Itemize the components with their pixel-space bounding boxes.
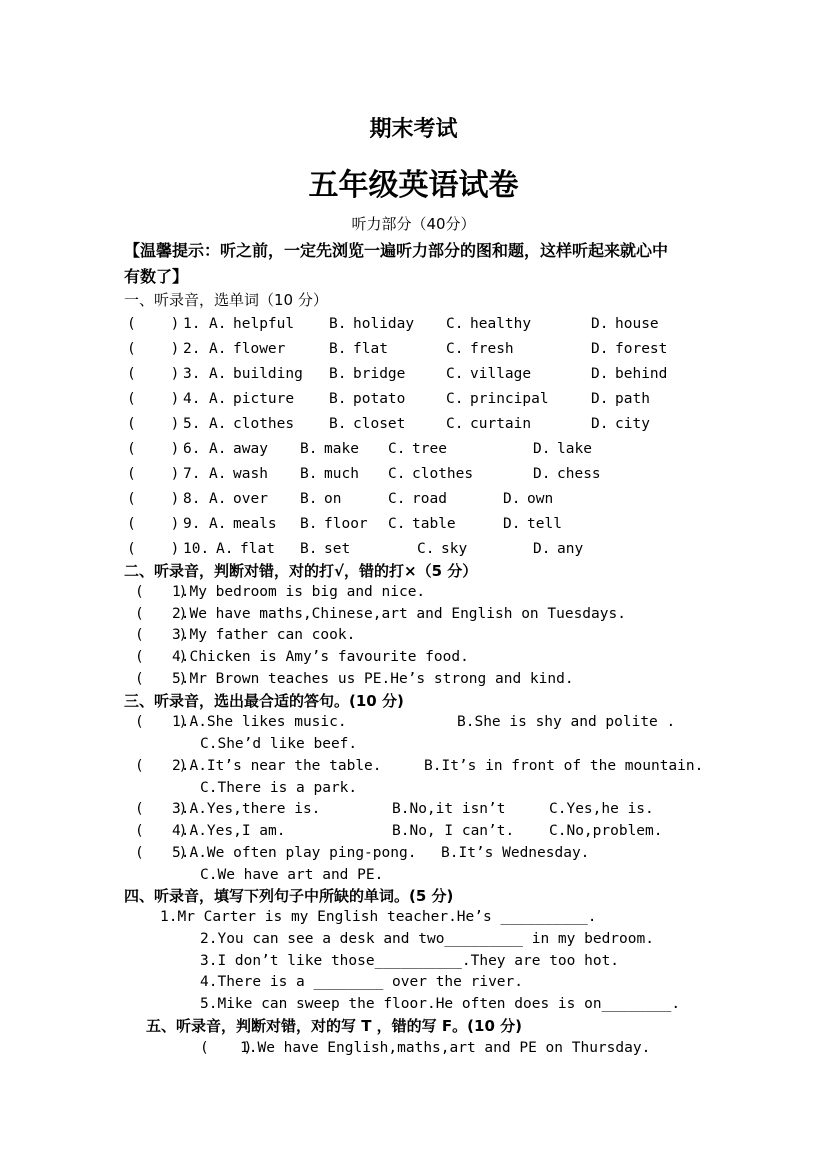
answer-bracket: ( ): [127, 516, 180, 532]
option-d: forest: [615, 341, 668, 357]
section2-item: 5.Mr Brown teaches us PE.He’s strong and kind.: [172, 670, 574, 687]
option-d: city: [615, 416, 650, 432]
q3-2-option-a: 2.A.It’s near the table.: [172, 758, 382, 774]
option-letter-a: A.: [209, 491, 227, 507]
section1-heading: 一、听录音，选单词（10 分）: [124, 291, 328, 309]
option-a: meals: [233, 516, 277, 532]
option-a: building: [233, 366, 303, 382]
option-letter-b: B.: [300, 441, 318, 457]
q3-5-option-b: B.It’s Wednesday.: [441, 845, 590, 861]
option-d: path: [615, 391, 650, 407]
option-letter-d: D.: [533, 541, 551, 557]
option-c: sky: [441, 541, 468, 557]
option-letter-d: D.: [591, 366, 609, 382]
answer-bracket: ( ): [135, 758, 188, 774]
question-number: 3.: [183, 366, 201, 382]
tip-line-2: 有数了】: [124, 267, 189, 286]
option-d: tell: [527, 516, 562, 532]
exam-title: 期末考试: [369, 117, 458, 142]
option-c: clothes: [412, 466, 474, 482]
option-letter-c: C.: [446, 341, 464, 357]
section2-item: 2.We have maths,Chinese,art and English on Tuesdays.: [172, 605, 626, 622]
option-letter-a: A.: [209, 516, 227, 532]
option-b: closet: [353, 416, 406, 432]
fill-in-sentence: 1.Mr Carter is my English teacher.He’s __________.: [160, 909, 597, 925]
question-number: 4.: [183, 391, 201, 407]
q3-4-option-a: 4.A.Yes,I am.: [172, 823, 286, 839]
exam-subtitle: 五年级英语试卷: [308, 168, 519, 203]
answer-bracket: ( ): [135, 649, 188, 666]
q3-1-option-c: C.She’d like beef.: [200, 736, 358, 752]
answer-bracket: ( ): [127, 466, 180, 482]
option-c: road: [412, 491, 447, 507]
answer-bracket: ( ): [127, 341, 180, 357]
option-letter-b: B.: [329, 391, 347, 407]
option-a: away: [233, 441, 268, 457]
section2-item: 3.My father can cook.: [172, 627, 356, 644]
answer-bracket: ( ): [135, 714, 188, 730]
question-number: 6.: [183, 441, 201, 457]
option-c: curtain: [470, 416, 532, 432]
q3-1-option-a: 1.A.She likes music.: [172, 714, 347, 730]
q3-4-option-c: C.No,problem.: [549, 823, 663, 839]
option-a: wash: [233, 466, 268, 482]
option-b: floor: [324, 516, 368, 532]
option-letter-b: B.: [300, 516, 318, 532]
section5-item: 1.We have English,maths,art and PE on Thursday.: [240, 1040, 651, 1056]
tip-line-1: 【温馨提示：听之前，一定先浏览一遍听力部分的图和题，这样听起来就心中: [124, 241, 669, 260]
answer-bracket: ( ): [135, 605, 188, 622]
question-number: 8.: [183, 491, 201, 507]
question-number: 2.: [183, 341, 201, 357]
option-b: bridge: [353, 366, 406, 382]
q3-5-option-a: 5.A.We often play ping-pong.: [172, 845, 417, 861]
option-a: over: [233, 491, 268, 507]
option-letter-a: A.: [209, 466, 227, 482]
option-b: set: [324, 541, 351, 557]
section4-heading: 四、听录音，填写下列句子中所缺的单词。(5 分): [124, 887, 454, 905]
q3-3-option-a: 3.A.Yes,there is.: [172, 801, 321, 817]
fill-in-sentence: 2.You can see a desk and two_________ in my bedroom.: [200, 930, 654, 947]
option-d: any: [557, 541, 584, 557]
option-d: behind: [615, 366, 668, 382]
q3-3-option-b: B.No,it isn’t: [392, 801, 506, 817]
option-d: own: [527, 491, 554, 507]
option-letter-d: D.: [533, 441, 551, 457]
question-number: 9.: [183, 516, 201, 532]
option-a: flat: [240, 541, 275, 557]
answer-bracket: ( ): [127, 391, 180, 407]
option-letter-c: C.: [446, 391, 464, 407]
option-letter-c: C.: [388, 491, 406, 507]
option-letter-c: C.: [388, 441, 406, 457]
answer-bracket: ( ): [127, 366, 180, 382]
q3-2-option-c: C.There is a park.: [200, 780, 358, 796]
option-letter-c: C.: [446, 416, 464, 432]
question-number: 10.: [183, 541, 210, 557]
answer-bracket: ( ): [127, 416, 180, 432]
answer-bracket: ( ): [127, 441, 180, 457]
section5-heading: 五、听录音，判断对错，对的写 T ，错的写 F。(10 分): [146, 1017, 522, 1035]
option-c: table: [412, 516, 456, 532]
option-b: make: [324, 441, 359, 457]
option-letter-a: A.: [209, 416, 227, 432]
q3-3-option-c: C.Yes,he is.: [549, 801, 654, 817]
option-c: principal: [470, 391, 549, 407]
option-b: holiday: [353, 316, 415, 332]
option-letter-c: C.: [417, 541, 435, 557]
option-a: clothes: [233, 416, 295, 432]
option-letter-c: C.: [388, 466, 406, 482]
option-c: fresh: [470, 341, 514, 357]
option-letter-a: A.: [209, 391, 227, 407]
fill-in-sentence: 3.I don’t like those__________.They are too hot.: [200, 952, 620, 969]
option-letter-b: B.: [329, 341, 347, 357]
answer-bracket: ( ): [135, 801, 188, 817]
option-letter-b: B.: [329, 366, 347, 382]
option-letter-a: A.: [209, 366, 227, 382]
option-letter-b: B.: [300, 466, 318, 482]
answer-bracket: ( ): [135, 670, 188, 687]
answer-bracket: ( ): [135, 845, 188, 861]
answer-bracket: ( ): [135, 584, 188, 600]
option-letter-b: B.: [300, 541, 318, 557]
section2-item: 1.My bedroom is big and nice.: [172, 584, 426, 600]
option-letter-c: C.: [446, 316, 464, 332]
option-letter-a: A.: [216, 541, 234, 557]
option-letter-b: B.: [329, 416, 347, 432]
option-letter-d: D.: [503, 491, 521, 507]
section3-heading: 三、听录音，选出最合适的答句。(10 分): [124, 692, 404, 710]
option-a: flower: [233, 341, 286, 357]
option-letter-a: A.: [209, 441, 227, 457]
answer-bracket: ( ): [135, 627, 188, 644]
option-b: on: [324, 491, 342, 507]
option-b: potato: [353, 391, 406, 407]
answer-bracket: ( ): [200, 1040, 253, 1056]
q3-1-option-b: B.She is shy and polite .: [457, 714, 676, 730]
answer-bracket: ( ): [127, 541, 180, 557]
option-letter-b: B.: [329, 316, 347, 332]
option-letter-d: D.: [591, 316, 609, 332]
fill-in-sentence: 4.There is a ________ over the river.: [200, 974, 524, 991]
q3-5-option-c: C.We have art and PE.: [200, 867, 384, 883]
option-letter-d: D.: [591, 391, 609, 407]
question-number: 1.: [183, 316, 201, 332]
option-letter-c: C.: [446, 366, 464, 382]
option-letter-b: B.: [300, 491, 318, 507]
section2-heading: 二、听录音，判断对错，对的打√，错的打×（5 分）: [124, 562, 478, 580]
option-c: healthy: [470, 316, 532, 332]
part-label: 听力部分（40分）: [351, 215, 476, 233]
option-letter-d: D.: [533, 466, 551, 482]
option-d: lake: [557, 441, 592, 457]
section2-item: 4.Chicken is Amy’s favourite food.: [172, 649, 469, 666]
option-a: picture: [233, 391, 295, 407]
option-letter-a: A.: [209, 316, 227, 332]
q3-2-option-b: B.It’s in front of the mountain.: [424, 758, 704, 774]
fill-in-sentence: 5.Mike can sweep the floor.He often does is on________.: [200, 996, 681, 1013]
option-d: house: [615, 316, 659, 332]
option-letter-d: D.: [591, 416, 609, 432]
option-c: village: [470, 366, 532, 382]
answer-bracket: ( ): [127, 491, 180, 507]
q3-4-option-b: B.No, I can’t.: [392, 823, 515, 839]
option-a: helpful: [233, 316, 295, 332]
option-letter-a: A.: [209, 341, 227, 357]
question-number: 7.: [183, 466, 201, 482]
option-letter-c: C.: [388, 516, 406, 532]
option-b: much: [324, 466, 359, 482]
option-letter-d: D.: [503, 516, 521, 532]
option-c: tree: [412, 441, 447, 457]
question-number: 5.: [183, 416, 201, 432]
answer-bracket: ( ): [127, 316, 180, 332]
option-b: flat: [353, 341, 388, 357]
option-d: chess: [557, 466, 601, 482]
answer-bracket: ( ): [135, 823, 188, 839]
option-letter-d: D.: [591, 341, 609, 357]
